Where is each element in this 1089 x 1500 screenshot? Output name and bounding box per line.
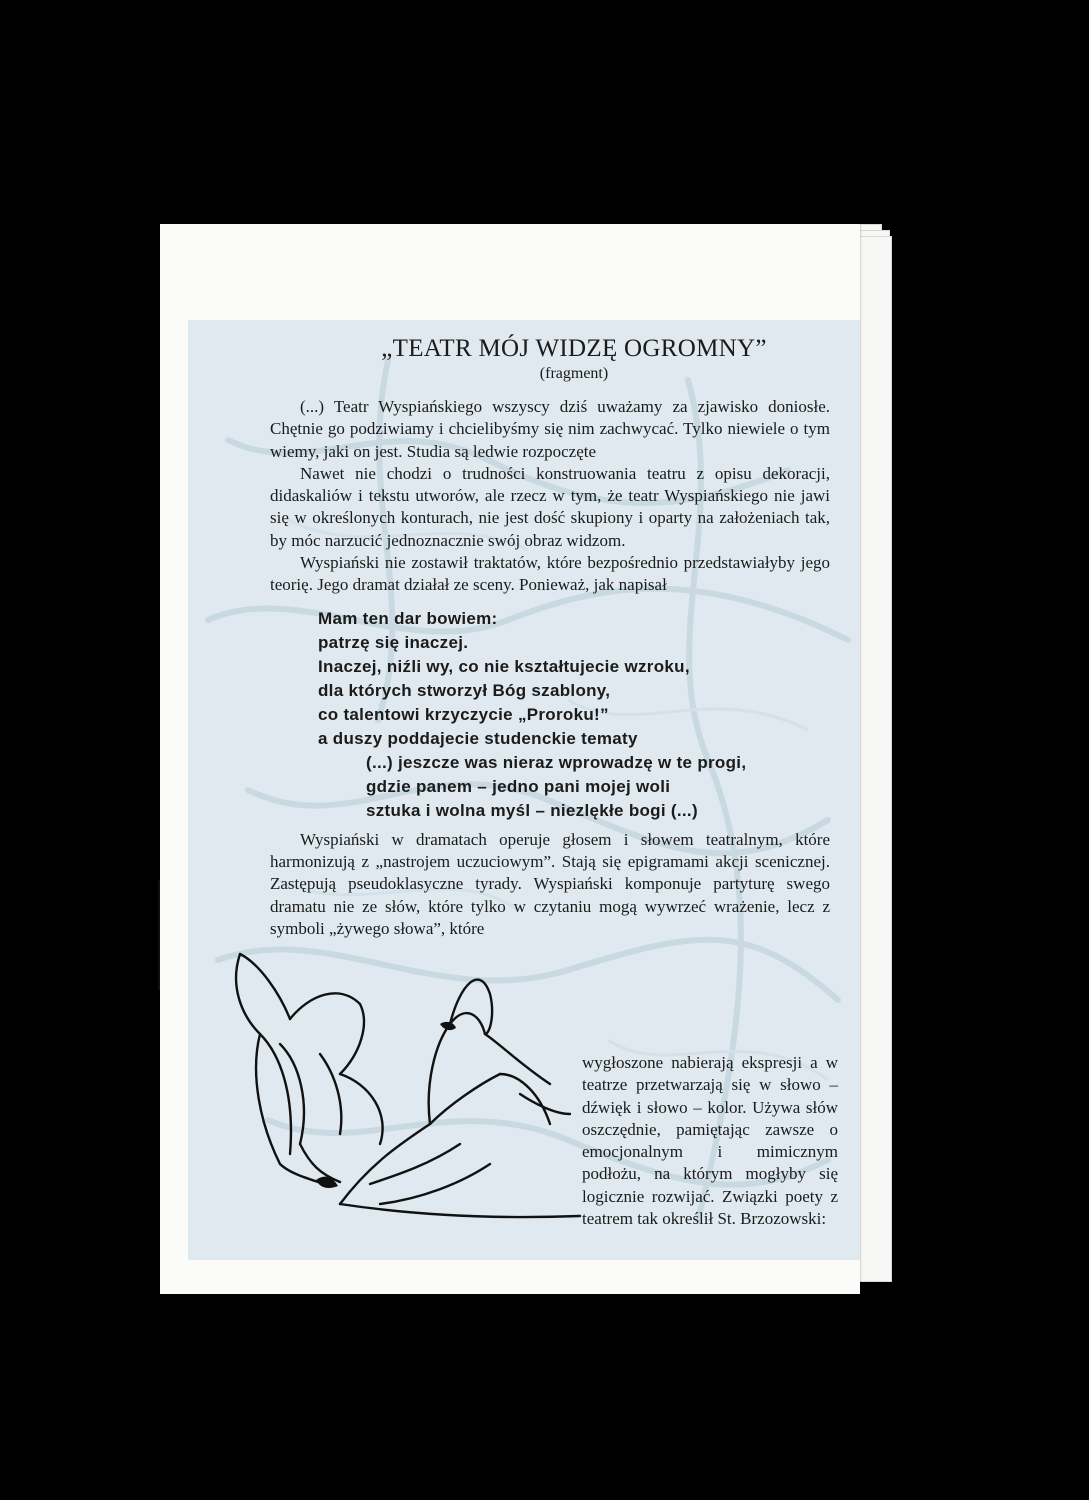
poem-line: Mam ten dar bowiem: [318,608,498,628]
poem-line: Inaczej, niźli wy, co nie kształtujecie wzroku, [318,656,690,676]
paragraph: Nawet nie chodzi o trudności konstruowania teatru z opisu dekoracji, didaskaliów i tekstu utworów, ale rzecz w tym, że teatr Wyspiańskiego nie jawi się w określonych konturach, nie jest dość skupiony i oparty na założeniach tak, by móc narzucić jednoznacznie swój obraz widzom. [270,463,830,550]
poem-line: dla których stworzył Bóg szablony, [318,680,611,700]
article-subtitle: (fragment) [539,365,609,382]
article-body [270,334,830,940]
poem-line: sztuka i wolna myśl – niezlękłe bogi (...) [366,800,698,820]
lily-flowers-illustration [220,924,590,1224]
paragraph: (...) Teatr Wyspiańskiego wszyscy dziś uważamy za zjawisko doniosłe. Chętnie go podziwiamy i chcielibyśmy się nim zachwycać. Tylko niewiele o tym wiemy, jaki on jest. Studia są ledwie rozpoczęte [270,397,830,461]
document-page [160,224,860,1294]
poem-line: co talentowi krzyczycie „Proroku!” [318,704,609,724]
poem-line: a duszy poddajecie studenckie tematy [318,728,638,748]
poem-line: gdzie panem – jedno pani mojej woli [366,776,671,796]
poem-quote [318,607,830,823]
paragraph-continued: wygłoszone nabierają ekspresji a w teatrze przetwarzają się w słowo – dźwięk i słowo – kolor. Używa słów oszczędnie, pamiętając zawsze o emocjonalnym i mimicznym podłożu, na którym mogłyby się logicznie rozwijać. Związki poety z teatrem tak określił St. Brzozowski: [582,1053,838,1229]
wrapped-column [582,1052,838,1230]
poem-line: patrzę się inaczej. [318,632,469,652]
paragraph: Wyspiański nie zostawił traktatów, które bezpośrednio przedstawiałyby jego teorię. Jego dramat działał ze sceny. Ponieważ, jak napisał [270,553,830,595]
poem-line: (...) jeszcze was nieraz wprowadzę w te progi, [366,752,747,772]
paragraph: Wyspiański w dramatach operuje głosem i słowem teatralnym, które harmonizują z „nastrojem uczuciowym”. Stają się epigramami akcji scenicznej. Zastępują pseudoklasyczne tyrady. Wyspiański komponuje partyturę swego dramatu nie ze słów, które tylko w czytaniu mogą wywrzeć wrażenie, lecz z symboli „żywego słowa”, które [270,829,830,938]
article-title: „TEATR MÓJ WIDZĘ OGROMNY” [381,335,767,362]
